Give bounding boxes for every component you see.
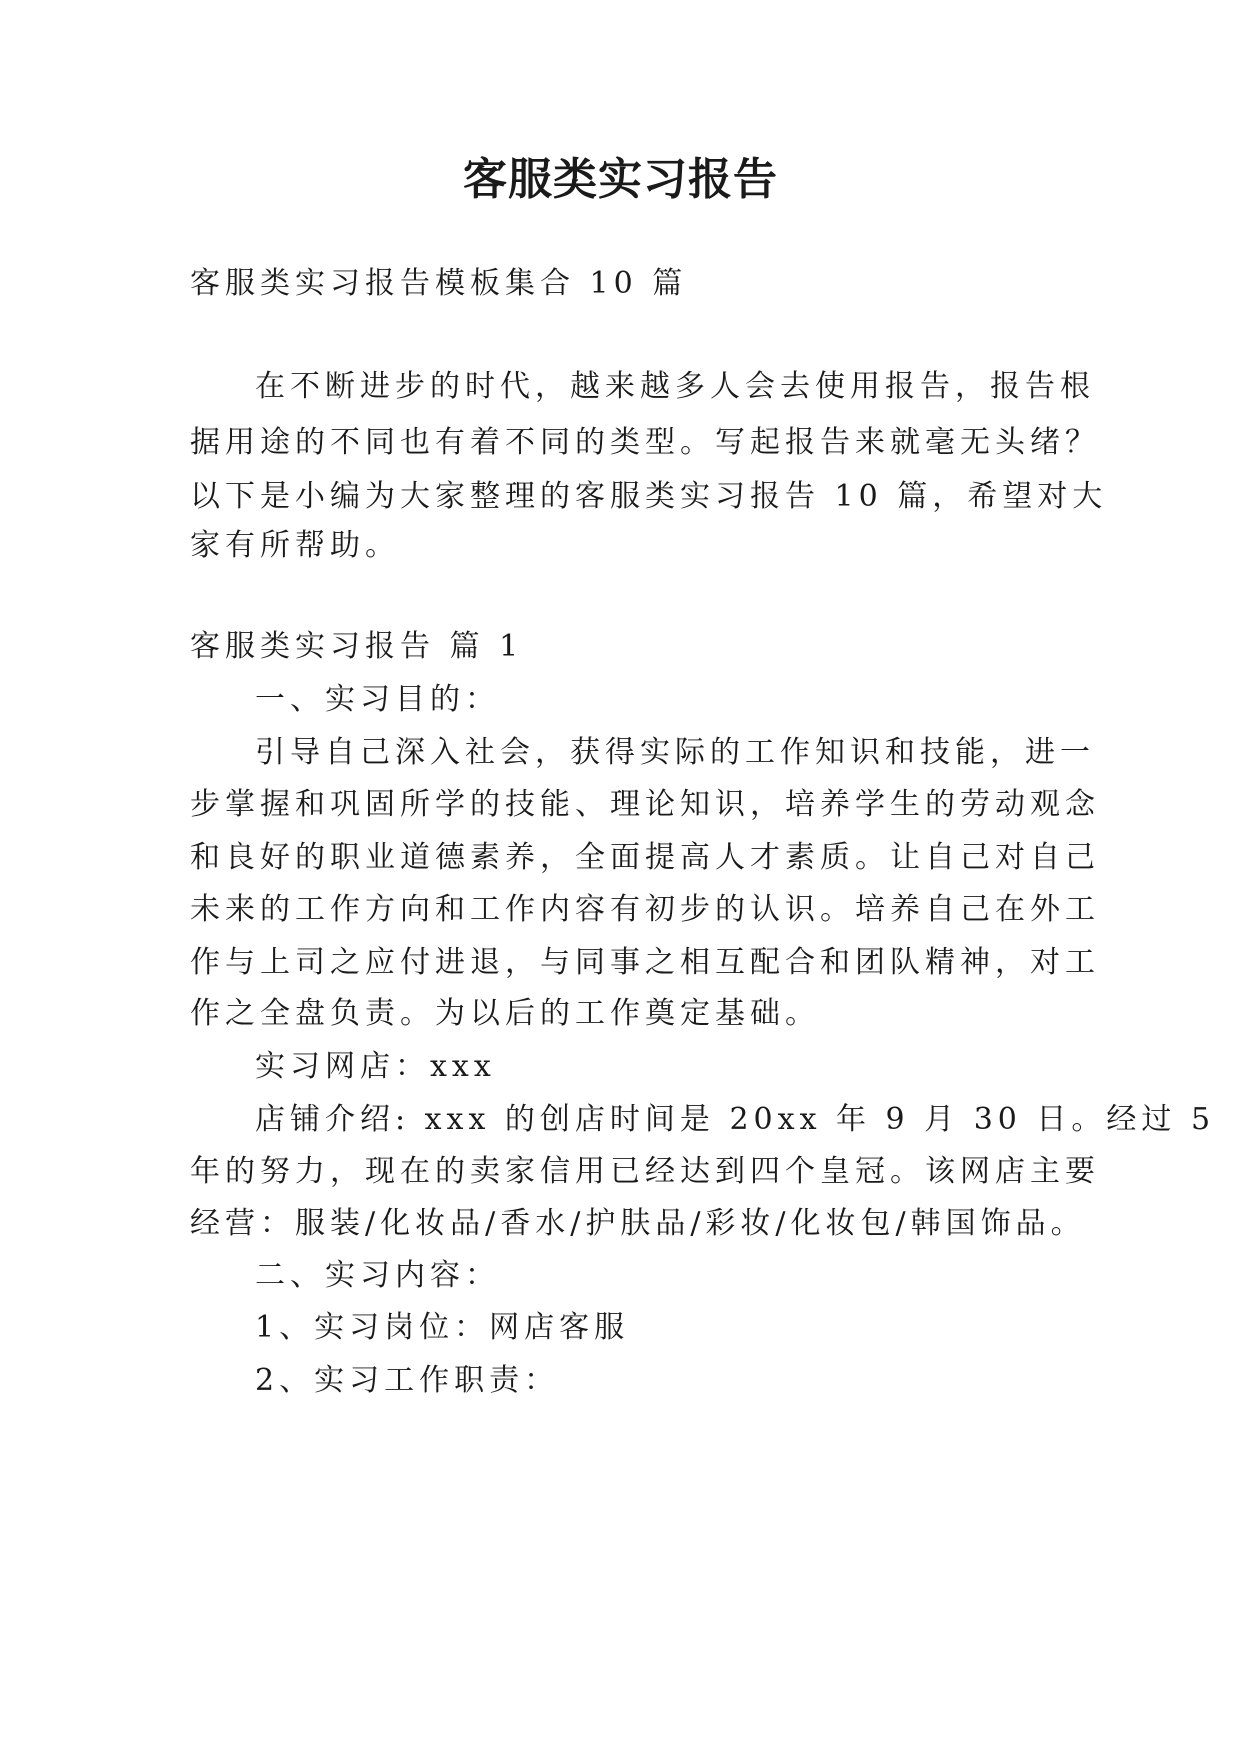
document-subtitle: 客服类实习报告模板集合 10 篇 — [190, 266, 688, 301]
shop-intro-line: 年的努力，现在的卖家信用已经达到四个皇冠。该网店主要 — [190, 1154, 1100, 1189]
purpose-line: 和良好的职业道德素养，全面提高人才素质。让自己对自己 — [190, 840, 1100, 875]
purpose-line: 步掌握和巩固所学的技能、理论知识，培养学生的劳动观念 — [190, 787, 1100, 822]
shop-intro-line: 经营：服装/化妆品/香水/护肤品/彩妆/化妆包/韩国饰品。 — [190, 1206, 1086, 1241]
intro-line: 以下是小编为大家整理的客服类实习报告 10 篇，希望对大 — [190, 479, 1108, 514]
purpose-line: 作之全盘负责。为以后的工作奠定基础。 — [190, 996, 820, 1031]
shop-line: 实习网店：xxx — [255, 1049, 496, 1084]
section-heading: 客服类实习报告 篇 1 — [190, 629, 524, 664]
intro-line: 据用途的不同也有着不同的类型。写起报告来就毫无头绪？ — [190, 425, 1100, 460]
content-item: 1、实习岗位：网店客服 — [255, 1310, 630, 1345]
purpose-line: 作与上司之应付进退，与同事之相互配合和团队精神，对工 — [190, 945, 1100, 980]
content-heading: 二、实习内容： — [255, 1258, 500, 1293]
purpose-line: 未来的工作方向和工作内容有初步的认识。培养自己在外工 — [190, 892, 1100, 927]
intro-line: 家有所帮助。 — [190, 528, 400, 563]
intro-line: 在不断进步的时代，越来越多人会去使用报告，报告根 — [255, 369, 1095, 404]
purpose-heading: 一、实习目的： — [255, 682, 500, 717]
content-item: 2、实习工作职责： — [255, 1363, 560, 1398]
purpose-line: 引导自己深入社会，获得实际的工作知识和技能，进一 — [255, 735, 1095, 770]
document-title: 客服类实习报告 — [463, 154, 778, 205]
shop-intro-line: 店铺介绍: xxx 的创店时间是 20xx 年 9 月 30 日。经过 5 — [255, 1102, 1216, 1137]
